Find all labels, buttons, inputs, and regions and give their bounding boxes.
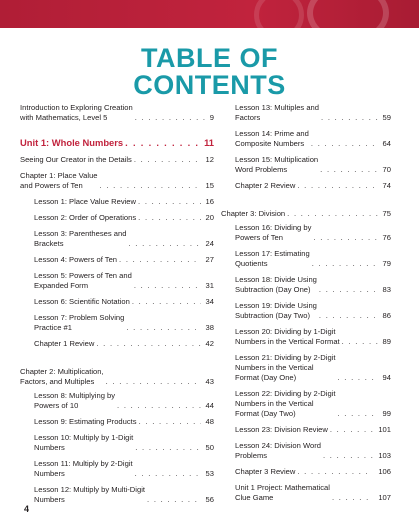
toc-lesson-entry — [235, 353, 391, 383]
toc-page-number: 99 — [382, 409, 391, 418]
dot-leader — [311, 139, 378, 149]
toc-entry-title: Unit 1 Project: Mathematical Clue Game — [235, 483, 330, 502]
dot-leader — [287, 209, 377, 219]
toc-page-number: 31 — [205, 281, 214, 290]
dot-leader — [139, 417, 201, 427]
toc-entry-title: Chapter 3: Division — [221, 209, 286, 218]
dot-leader — [320, 165, 377, 175]
toc-page-number: 53 — [205, 469, 214, 478]
toc-entry-title: Unit 1: Whole Numbers — [20, 137, 124, 148]
toc-left-column — [20, 103, 214, 505]
toc-entry-title: Introduction to Exploring Creation with Mathematics, Level 5 — [20, 103, 133, 122]
toc-page-number: 38 — [205, 323, 214, 332]
toc-lesson-entry — [34, 313, 214, 333]
dot-leader — [119, 255, 201, 265]
toc-lesson-entry — [235, 181, 391, 191]
toc-page-number: 12 — [205, 155, 214, 164]
toc-entry-title: Chapter 2: Multiplication, Factors, and Multiples — [20, 367, 104, 386]
toc-lesson-entry — [235, 129, 391, 149]
toc-entry-title: Lesson 13: Multiples and Factors — [235, 103, 320, 122]
toc-chapter-entry — [20, 155, 214, 165]
dot-leader — [135, 113, 205, 123]
toc-page-number: 94 — [382, 373, 391, 382]
decorative-swirl-small — [254, 0, 304, 28]
toc-lesson-entry — [235, 301, 391, 321]
page-title-line1: TABLE OF — [141, 43, 278, 73]
toc-page-number: 86 — [382, 311, 391, 320]
toc-page-number: 103 — [378, 451, 391, 460]
toc-entry-title: Lesson 16: Dividing by Powers of Ten — [235, 223, 312, 242]
toc-entry-title: Lesson 11: Multiply by 2-Digit Numbers — [34, 459, 133, 478]
toc-entry-title: Chapter 3 Review — [235, 467, 296, 476]
dot-leader — [342, 337, 378, 347]
dot-leader — [313, 233, 377, 243]
dot-leader — [128, 239, 200, 249]
toc-lesson-entry — [34, 229, 214, 249]
toc-right-column — [221, 103, 391, 503]
dot-leader — [297, 181, 377, 191]
dot-leader — [100, 181, 201, 191]
toc-chapter-entry — [20, 171, 214, 191]
toc-page-number: 75 — [382, 209, 391, 218]
toc-page-number: 9 — [209, 113, 214, 122]
toc-page-number: 48 — [205, 417, 214, 426]
toc-page-number: 16 — [205, 197, 214, 206]
toc-entry-title: Lesson 24: Division Word Problems — [235, 441, 321, 460]
dot-leader — [147, 495, 201, 505]
toc-page-number: 15 — [205, 181, 214, 190]
dot-leader — [134, 155, 201, 165]
toc-entry-title: Lesson 15: Multiplication Word Problems — [235, 155, 319, 174]
toc-entry-title: Lesson 2: Order of Operations — [34, 213, 137, 222]
toc-entry-title: Lesson 3: Parentheses and Brackets — [34, 229, 127, 248]
dot-leader — [319, 285, 378, 295]
dot-leader — [134, 281, 201, 291]
toc-entry-title: Lesson 1: Place Value Review — [34, 197, 137, 206]
toc-entry-title: Chapter 2 Review — [235, 181, 296, 190]
dot-leader — [297, 467, 373, 477]
toc-lesson-entry — [235, 467, 391, 477]
toc-entry-title: Lesson 17: Estimating Quotients — [235, 249, 310, 268]
toc-lesson-entry — [34, 271, 214, 291]
toc-lesson-entry — [34, 391, 214, 411]
toc-entry-title: Lesson 18: Divide Using Subtraction (Day One) — [235, 275, 317, 294]
dot-leader — [319, 311, 378, 321]
toc-page-number: 70 — [382, 165, 391, 174]
dot-leader — [138, 213, 200, 223]
toc-entry-title: Lesson 19: Divide Using Subtraction (Day Two) — [235, 301, 317, 320]
toc-entry-title: Lesson 7: Problem Solving Practice #1 — [34, 313, 125, 332]
unit-heading — [20, 137, 214, 149]
dot-leader — [321, 113, 378, 123]
dot-leader — [337, 409, 377, 419]
toc-page-number: 50 — [205, 443, 214, 452]
dot-leader — [312, 259, 378, 269]
toc-page-number: 79 — [382, 259, 391, 268]
toc-entry-title: Lesson 12: Multiply by Multi-Digit Numbers — [34, 485, 145, 504]
toc-chapter-entry — [221, 209, 391, 219]
toc-entry-title: Lesson 10: Multiply by 1-Digit Numbers — [34, 433, 134, 452]
dot-leader — [337, 373, 377, 383]
toc-lesson-entry — [34, 213, 214, 223]
header-banner — [0, 0, 419, 28]
toc-lesson-entry — [235, 389, 391, 419]
dot-leader — [96, 339, 200, 349]
toc-page-number: 34 — [205, 297, 214, 306]
toc-lesson-entry — [235, 425, 391, 435]
toc-page-number: 107 — [378, 493, 391, 502]
toc-lesson-entry — [235, 327, 391, 347]
toc-page-number: 27 — [205, 255, 214, 264]
decorative-swirl — [307, 0, 389, 28]
toc-page-number: 83 — [382, 285, 391, 294]
dot-leader — [332, 493, 373, 503]
dot-leader — [135, 469, 201, 479]
toc-lesson-entry — [34, 297, 214, 307]
dot-leader — [132, 297, 201, 307]
toc-entry-title: Lesson 14: Prime and Composite Numbers — [235, 129, 309, 148]
toc-page-number: 106 — [378, 467, 391, 476]
toc-entry-title: Lesson 9: Estimating Products — [34, 417, 137, 426]
toc-page-number: 76 — [382, 233, 391, 242]
dot-leader — [126, 323, 200, 333]
toc-page-number: 43 — [205, 377, 214, 386]
dot-leader — [323, 451, 373, 461]
page-title-line2: CONTENTS — [133, 70, 286, 100]
toc-page-number: 59 — [382, 113, 391, 122]
toc-entry-title: Lesson 22: Dividing by 2-Digit Numbers in the Vertical Format (Day Two) — [235, 389, 336, 418]
toc-lesson-entry — [235, 249, 391, 269]
toc-page-number: 56 — [205, 495, 214, 504]
toc-page-number: 20 — [205, 213, 214, 222]
dot-leader — [106, 377, 201, 387]
toc-entry-title: Seeing Our Creator in the Details — [20, 155, 132, 164]
toc-lesson-entry — [235, 483, 391, 503]
toc-lesson-entry — [34, 255, 214, 265]
toc-entry-title: Lesson 20: Dividing by 1-Digit Numbers in the Vertical Format — [235, 327, 340, 346]
toc-entry-title: Lesson 6: Scientific Notation — [34, 297, 130, 306]
toc-page-number: 64 — [382, 139, 391, 148]
toc-page-number: 24 — [205, 239, 214, 248]
toc-lesson-entry — [235, 275, 391, 295]
toc-lesson-entry — [235, 441, 391, 461]
dot-leader — [135, 443, 200, 453]
toc-lesson-entry — [235, 223, 391, 243]
toc-lesson-entry — [34, 459, 214, 479]
page-number: 4 — [24, 504, 30, 514]
toc-page-number: 74 — [382, 181, 391, 190]
toc-entry-title: Lesson 21: Dividing by 2-Digit Numbers in the Vertical Format (Day One) — [235, 353, 336, 382]
toc-page-number: 89 — [382, 337, 391, 346]
toc-page-number: 101 — [378, 425, 391, 434]
toc-entry-title: Lesson 4: Powers of Ten — [34, 255, 118, 264]
toc-lesson-entry — [235, 155, 391, 175]
toc-page-number: 44 — [205, 401, 214, 410]
dot-leader — [330, 425, 373, 435]
toc-lesson-entry — [34, 433, 214, 453]
toc-entry-title: Chapter 1: Place Value and Powers of Ten — [20, 171, 98, 190]
toc-chapter-entry — [20, 103, 214, 123]
toc-entry-title: Lesson 8: Multiplying by Powers of 10 — [34, 391, 116, 410]
toc-chapter-entry — [20, 367, 214, 387]
toc-lesson-entry — [235, 103, 391, 123]
toc-page-number: 42 — [205, 339, 214, 348]
dot-leader — [138, 197, 201, 207]
toc-lesson-entry — [34, 197, 214, 207]
toc-lesson-entry — [34, 485, 214, 505]
toc-entry-title: Lesson 5: Powers of Ten and Expanded Form — [34, 271, 132, 290]
dot-leader — [125, 137, 199, 149]
toc-page-number: 11 — [204, 137, 214, 148]
dot-leader — [117, 401, 201, 411]
toc-entry-title: Lesson 23: Division Review — [235, 425, 328, 434]
toc-lesson-entry — [34, 339, 214, 349]
toc-lesson-entry — [34, 417, 214, 427]
toc-entry-title: Chapter 1 Review — [34, 339, 95, 348]
